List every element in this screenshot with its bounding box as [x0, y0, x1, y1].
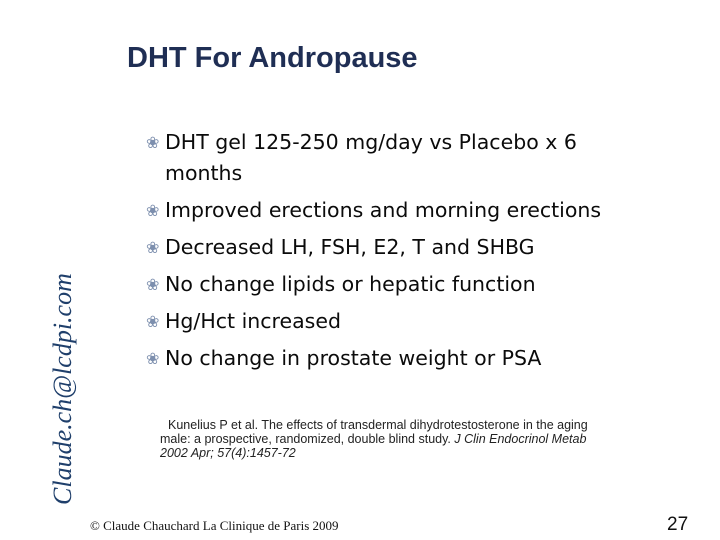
bullet-text: Hg/Hct increased — [165, 309, 341, 333]
citation-line-2 — [160, 432, 690, 446]
bullet-text: No change lipids or hepatic function — [165, 272, 536, 296]
citation-journal: J Clin Endocrinol Metab — [454, 432, 587, 446]
bullet-text: Improved erections and morning erections — [165, 198, 602, 222]
bullet-icon: ❀ — [146, 312, 160, 331]
page-number: 27 — [667, 514, 689, 535]
bullet-item — [146, 266, 686, 303]
bullet-item — [146, 303, 686, 340]
citation-line-2-text: male: a prospective, randomized, double blind study. — [160, 432, 455, 446]
vertical-watermark: Claude.ch@lcdpi.com — [48, 273, 77, 505]
citation-line-1: Kunelius P et al. The effects of transdermal dihydrotestosterone in the aging — [168, 418, 588, 432]
bullet-item — [146, 124, 686, 192]
bullet-text: Decreased LH, FSH, E2, T and SHBG — [165, 235, 535, 259]
bullet-item — [146, 192, 686, 229]
bullet-icon: ❀ — [146, 201, 160, 220]
bullet-text: DHT gel 125-250 mg/day vs Placebo x 6 months — [165, 130, 577, 185]
bullet-icon: ❀ — [146, 349, 160, 368]
bullet-list — [146, 124, 686, 377]
bullet-icon: ❀ — [146, 238, 160, 257]
citation-line-3: 2002 Apr; 57(4):1457-72 — [160, 446, 296, 460]
bullet-item — [146, 340, 686, 377]
bullet-icon: ❀ — [146, 133, 160, 152]
bullet-text: No change in prostate weight or PSA — [165, 346, 542, 370]
bullet-icon: ❀ — [146, 275, 160, 294]
bullet-item — [146, 229, 686, 266]
citation — [160, 418, 690, 460]
slide-title: DHT For Andropause — [127, 42, 418, 74]
footer-copyright: © Claude Chauchard La Clinique de Paris 2009 — [90, 518, 339, 533]
